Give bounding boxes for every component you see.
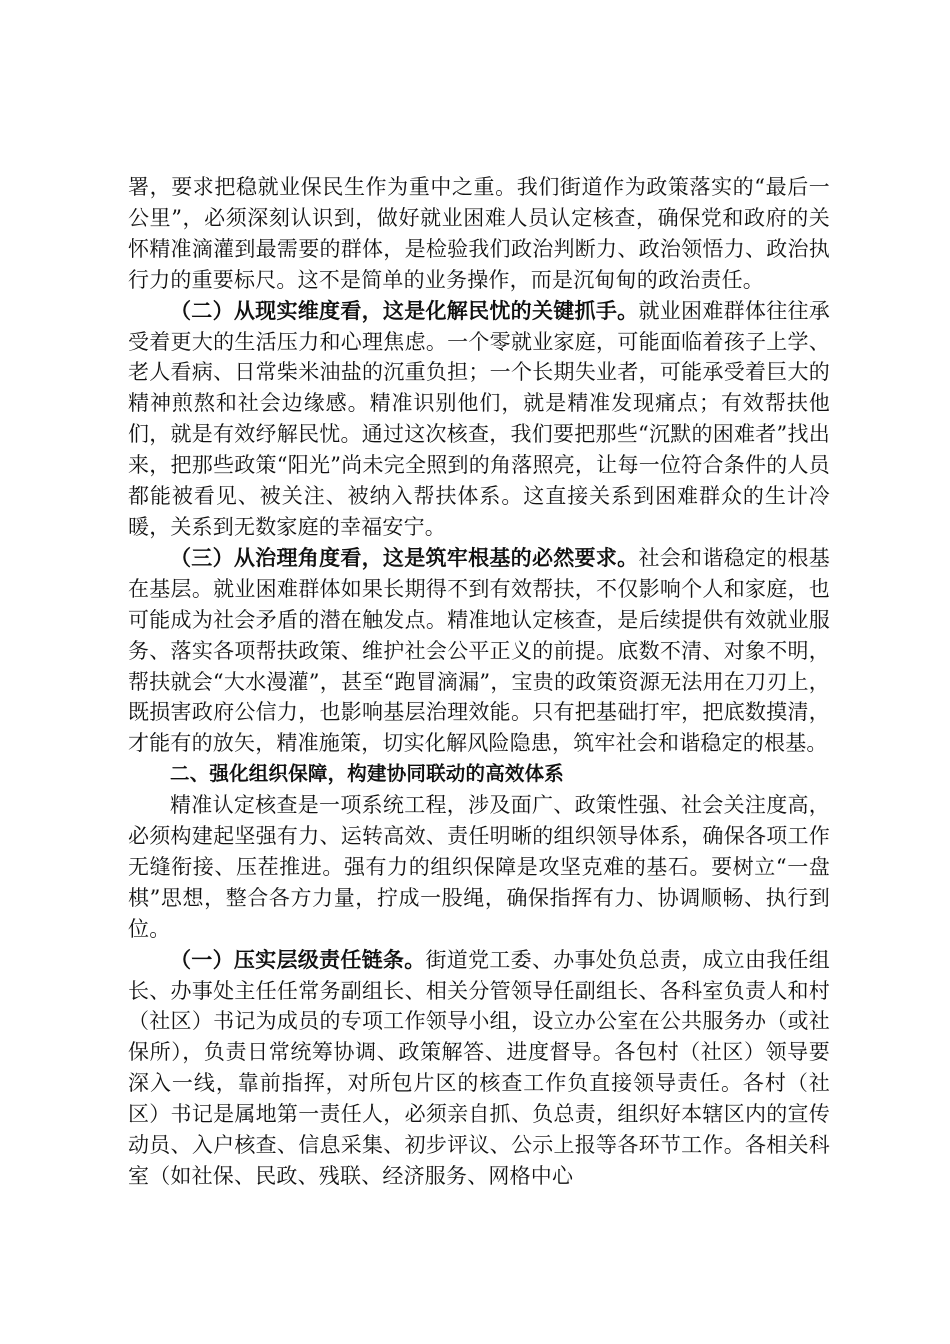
paragraph-body: 就业困难群体往往承受着更大的生活压力和心理焦虑。一个零就业家庭，可能面临着孩子上学、老人看病、日常柴米油盐的沉重负担；一个长期失业者，可能承受着巨大的精神煎熬和社会边缘感。精准识别他们，就是精准发现痛点；有效帮扶他们，就是有效纾解民忧。通过这次核查，我们要把那些“沉默的困难者”找出来，把那些政策“阳光”尚未完全照到的角落照亮，让每一位符合条件的人员都能被看见、被关注、被纳入帮扶体系。这直接关系到困难群众的生计冷暖，关系到无数家庭的幸福安宁。 bbox=[128, 298, 830, 539]
paragraph-continuation: 署，要求把稳就业保民生作为重中之重。我们街道作为政策落实的“最后一公里”，必须深刻认识到，做好就业困难人员认定核查，确保党和政府的关怀精准滴灌到最需要的群体，是检验我们政治判断力、政治领悟力、政治执行力的重要标尺。这不是简单的业务操作，而是沉甸甸的政治责任。 bbox=[128, 175, 830, 292]
paragraph-responsibility-chain bbox=[128, 945, 830, 1192]
paragraph-lead-bold: （二）从现实维度看，这是化解民忧的关键抓手。 bbox=[170, 297, 639, 323]
section-heading: 二、强化组织保障，构建协同联动的高效体系 bbox=[170, 762, 565, 786]
paragraph-lead-bold: （三）从治理角度看，这是筑牢根基的必然要求。 bbox=[170, 544, 639, 570]
paragraph-governance-angle bbox=[128, 543, 830, 759]
paragraph-body: 街道党工委、办事处负总责，成立由我任组长、办事处主任任常务副组长、相关分管领导任副组长、各科室负责人和村（社区）书记为成员的专项工作领导小组，设立办公室在公共服务办（或社保所），负责日常统筹协调、政策解答、进度督导。各包村（社区）领导要深入一线，靠前指挥，对所包片区的核查工作负直接领导责任。各村（社区）书记是属地第一责任人，必须亲自抓、负总责，组织好本辖区内的宣传动员、入户核查、信息采集、初步评议、公示上报等各环节工作。各相关科室（如社保、民政、残联、经济服务、网格中心 bbox=[128, 947, 830, 1188]
paragraph-section-intro: 精准认定核查是一项系统工程，涉及面广、政策性强、社会关注度高，必须构建起坚强有力、运转高效、责任明晰的组织领导体系，确保各项工作无缝衔接、压茬推进。强有力的组织保障是攻坚克难的基石。要树立“一盘棋”思想，整合各方力量，拧成一股绳，确保指挥有力、协调顺畅、执行到位。 bbox=[128, 793, 830, 941]
paragraph-reality-dimension bbox=[128, 296, 830, 543]
paragraph-lead-bold: （一）压实层级责任链条。 bbox=[170, 946, 426, 972]
paragraph-body: 社会和谐稳定的根基在基层。就业困难群体如果长期得不到有效帮扶，不仅影响个人和家庭，也可能成为社会矛盾的潜在触发点。精准地认定核查，是后续提供有效就业服务、落实各项帮扶政策、维护社会公平正义的前提。底数不清、对象不明，帮扶就会“大水漫灌”，甚至“跑冒滴漏”，宝贵的政策资源无法用在刀刃上，既损害政府公信力，也影响基层治理效能。只有把基础打牢，把底数摸清，才能有的放矢，精准施策，切实化解风险隐患，筑牢社会和谐稳定的根基。 bbox=[128, 545, 830, 756]
document-page bbox=[128, 172, 830, 1192]
